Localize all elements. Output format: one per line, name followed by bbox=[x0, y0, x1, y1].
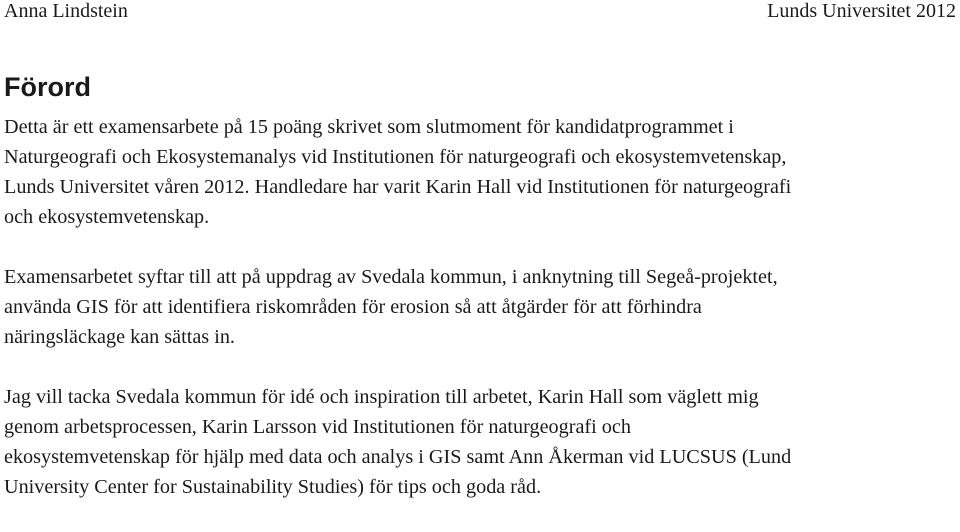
paragraph-line: och ekosystemvetenskap. bbox=[4, 206, 210, 228]
paragraph-line: genom arbetsprocessen, Karin Larsson vid Institutionen för naturgeografi och bbox=[4, 416, 631, 438]
header-affiliation: Lunds Universitet 2012 bbox=[767, 0, 956, 22]
paragraph-line: Lunds Universitet våren 2012. Handledare har varit Karin Hall vid Institutionen för naturgeografi bbox=[4, 176, 792, 198]
paragraph-acknowledgements bbox=[4, 382, 956, 502]
paragraph-purpose bbox=[4, 262, 956, 352]
paragraph-line: University Center for Sustainability Studies) för tips och goda råd. bbox=[4, 476, 542, 498]
paragraph-line: Detta är ett examensarbete på 15 poäng skrivet som slutmoment för kandidatprogrammet i bbox=[4, 116, 734, 138]
paragraph-line: näringsläckage kan sättas in. bbox=[4, 326, 235, 348]
page-header bbox=[0, 0, 960, 26]
paragraph-line: Examensarbetet syftar till att på uppdrag av Svedala kommun, i anknytning till Segeå-projektet, bbox=[4, 266, 778, 288]
paragraph-intro bbox=[4, 112, 956, 232]
header-author: Anna Lindstein bbox=[4, 0, 128, 22]
document-body bbox=[4, 112, 956, 532]
section-title: Förord bbox=[4, 72, 91, 102]
paragraph-line: Naturgeografi och Ekosystemanalys vid Institutionen för naturgeografi och ekosystemvetenskap, bbox=[4, 146, 787, 168]
paragraph-line: ekosystemvetenskap för hjälp med data och analys i GIS samt Ann Åkerman vid LUCSUS (Lund bbox=[4, 446, 792, 468]
paragraph-line: använda GIS för att identifiera riskområden för erosion så att åtgärder för att förhindra bbox=[4, 296, 702, 318]
paragraph-line: Jag vill tacka Svedala kommun för idé och inspiration till arbetet, Karin Hall som väglett mig bbox=[4, 386, 759, 408]
